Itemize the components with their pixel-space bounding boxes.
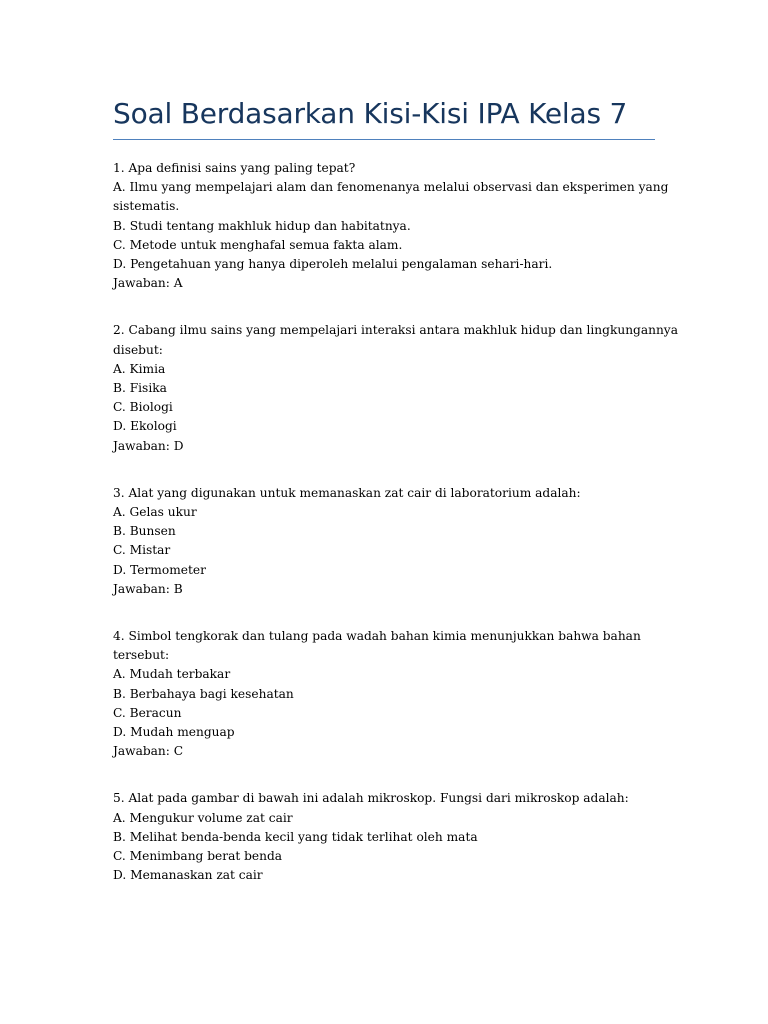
question-4-option-a: A. Mudah terbakar (113, 667, 231, 682)
question-2-option-c: C. Biologi (113, 400, 173, 415)
document-title: Soal Berdasarkan Kisi-Kisi IPA Kelas 7 (113, 97, 628, 130)
question-2-answer: Jawaban: D (113, 438, 184, 453)
question-2-option-b: B. Fisika (113, 381, 167, 396)
question-5-option-a: A. Mengukur volume zat cair (113, 810, 293, 825)
question-3-text: 3. Alat yang digunakan untuk memanaskan zat cair di laboratorium adalah: (113, 485, 581, 500)
question-4-text-continued: tersebut: (113, 648, 170, 663)
question-1-option-d: D. Pengetahuan yang hanya diperoleh melalui pengalaman sehari-hari. (113, 257, 553, 272)
title-underline (113, 139, 655, 140)
question-list (113, 159, 678, 886)
question-3 (113, 484, 655, 599)
question-1-option-a: A. Ilmu yang mempelajari alam dan fenomenanya melalui observasi dan eksperimen yang (113, 180, 669, 195)
question-2-text: 2. Cabang ilmu sains yang mempelajari interaksi antara makhluk hidup dan lingkungannya (113, 323, 678, 338)
question-2-text-continued: disebut: (113, 342, 163, 357)
question-5-option-d: D. Memanaskan zat cair (113, 868, 263, 883)
question-4-option-b: B. Berbahaya bagi kesehatan (113, 686, 294, 701)
question-1-option-c: C. Metode untuk menghafal semua fakta alam. (113, 237, 403, 252)
question-1-option-a-continued: sistematis. (113, 199, 180, 214)
question-5-option-c: C. Menimbang berat benda (113, 849, 283, 864)
question-4-answer: Jawaban: C (113, 744, 184, 759)
question-1-option-b: B. Studi tentang makhluk hidup dan habitatnya. (113, 218, 411, 233)
question-4 (113, 627, 655, 761)
question-3-option-a: A. Gelas ukur (113, 505, 197, 520)
question-5-option-b: B. Melihat benda-benda kecil yang tidak terlihat oleh mata (113, 829, 478, 844)
question-3-option-d: D. Termometer (113, 562, 206, 577)
question-4-option-d: D. Mudah menguap (113, 725, 235, 740)
question-2-option-a: A. Kimia (113, 361, 166, 376)
question-5 (113, 789, 655, 885)
question-3-answer: Jawaban: B (113, 581, 183, 596)
question-1-answer: Jawaban: A (113, 276, 183, 291)
question-1 (113, 159, 669, 293)
question-2-option-d: D. Ekologi (113, 419, 177, 434)
question-2 (113, 321, 678, 455)
question-4-option-c: C. Beracun (113, 705, 182, 720)
question-3-option-b: B. Bunsen (113, 524, 176, 539)
question-3-option-c: C. Mistar (113, 543, 171, 558)
question-4-text: 4. Simbol tengkorak dan tulang pada wadah bahan kimia menunjukkan bahwa bahan (113, 629, 641, 644)
question-1-text: 1. Apa definisi sains yang paling tepat? (113, 161, 356, 175)
question-5-text: 5. Alat pada gambar di bawah ini adalah mikroskop. Fungsi dari mikroskop adalah: (113, 791, 629, 806)
